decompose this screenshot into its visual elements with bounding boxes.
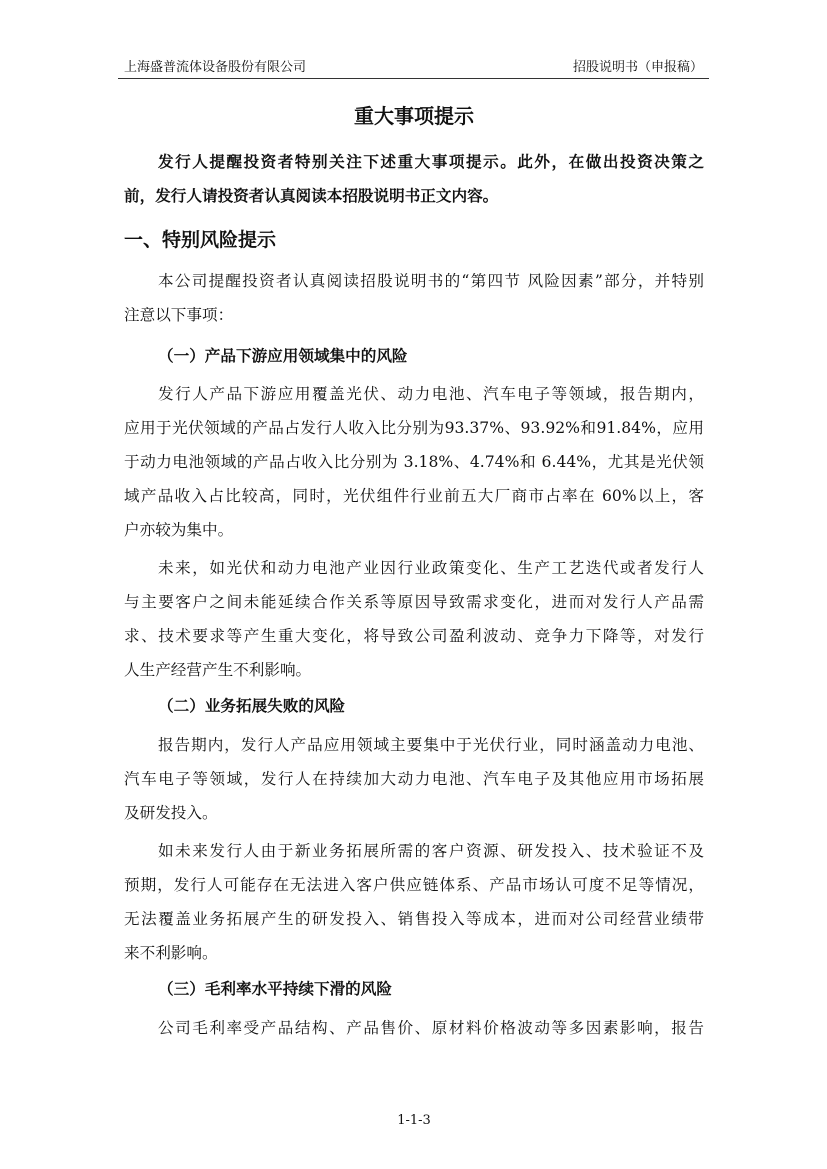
paragraph-line: 于动力电池领域的产品占收入比分别为 3.18%、4.74%和 6.44%，尤其是光伏领 [124,453,704,471]
paragraph-line: 汽车电子等领域，发行人在持续加大动力电池、汽车电子及其他应用市场拓展 [124,770,704,788]
intro-line: 发行人提醒投资者特别关注下述重大事项提示。此外，在做出投资决策之 [158,153,704,171]
paragraph-line: 人生产经营产生不利影响。 [124,661,312,679]
page-number: 1-1-3 [397,1113,431,1128]
paragraph-line: 域产品收入占比较高，同时，光伏组件行业前五大厂商市占率在 60%以上，客 [124,487,704,505]
paragraph-line: 户亦较为集中。 [124,521,234,539]
header-document-type: 招股说明书（申报稿） [572,60,703,75]
paragraph-line: 报告期内，发行人产品应用领域主要集中于光伏行业，同时涵盖动力电池、 [158,736,704,754]
intro-line: 前，发行人请投资者认真阅读本招股说明书正文内容。 [124,187,499,205]
section-heading: 一、特别风险提示 [124,229,277,251]
paragraph-line: 求、技术要求等产生重大变化，将导致公司盈利波动、竞争力下降等，对发行 [124,627,704,645]
paragraph-line: 公司毛利率受产品结构、产品售价、原材料价格波动等多因素影响，报告 [158,1019,704,1037]
header-divider [118,78,709,79]
risk-heading: （二）业务拓展失败的风险 [158,697,346,715]
paragraph-line: 及研发投入。 [124,804,218,822]
paragraph-line: 未来，如光伏和动力电池产业因行业政策变化、生产工艺迭代或者发行人 [158,559,704,577]
risk-heading: （三）毛利率水平持续下滑的风险 [158,980,392,998]
risk-heading: （一）产品下游应用领域集中的风险 [158,347,408,365]
section-intro-line: 注意以下事项： [124,306,234,324]
paragraph-line: 与主要客户之间未能延续合作关系等原因导致需求变化，进而对发行人产品需 [124,593,704,611]
paragraph-line: 如未来发行人由于新业务拓展所需的客户资源、研发投入、技术验证不及 [158,842,704,860]
paragraph-line: 无法覆盖业务拓展产生的研发投入、销售投入等成本，进而对公司经营业绩带 [124,910,704,928]
paragraph-line: 来不利影响。 [124,944,218,962]
paragraph-line: 预期，发行人可能存在无法进入客户供应链体系、产品市场认可度不足等情况， [124,876,704,894]
page-title: 重大事项提示 [354,104,474,128]
section-intro-line: 本公司提醒投资者认真阅读招股说明书的“第四节 风险因素”部分，并特别 [158,272,704,290]
paragraph-line: 应用于光伏领域的产品占发行人收入比分别为93.37%、93.92%和91.84%，应用 [124,419,704,437]
paragraph-line: 发行人产品下游应用覆盖光伏、动力电池、汽车电子等领域，报告期内， [158,385,704,403]
header-company-name: 上海盛普流体设备股份有限公司 [124,60,307,75]
